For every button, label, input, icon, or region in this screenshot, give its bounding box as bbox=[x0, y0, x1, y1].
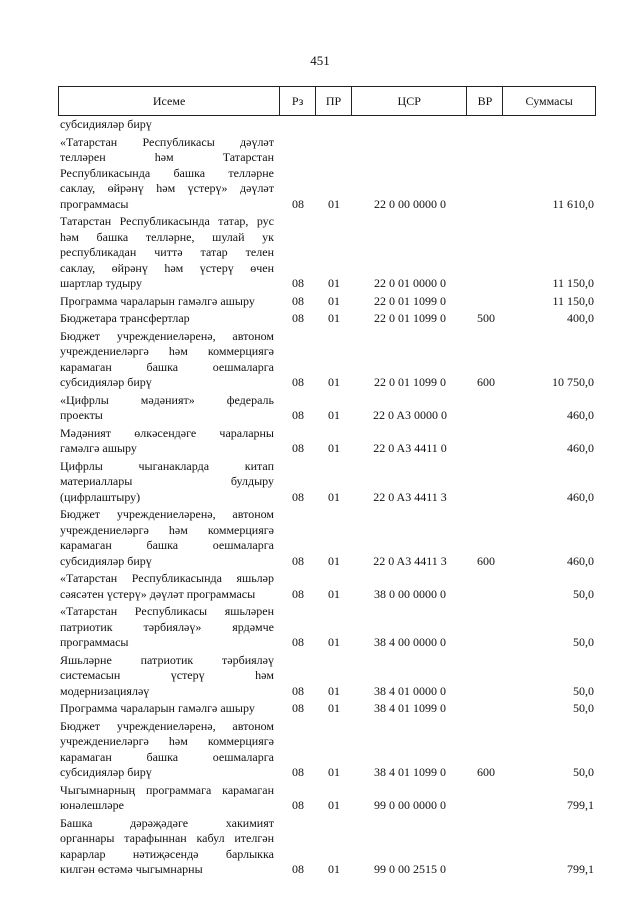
row-pr: 01 bbox=[328, 553, 340, 568]
row-name-line: Республикасында башка телләрне bbox=[60, 165, 274, 180]
row-sum: 50,0 bbox=[573, 586, 594, 601]
row-name-line: карарлар нәтиҗәсендә барлыкка bbox=[60, 846, 274, 861]
row-rz: 08 bbox=[292, 862, 304, 876]
row-name-line: карамаган башка оешмаларга bbox=[60, 749, 274, 764]
table-row bbox=[58, 393, 596, 424]
row-csr: 22 0 00 0000 0 bbox=[374, 196, 446, 211]
row-vr: 600 bbox=[477, 765, 495, 779]
row-name bbox=[58, 459, 280, 506]
row-csr: 99 0 00 2515 0 bbox=[374, 862, 446, 876]
row-csr: 22 0 A3 4411 3 bbox=[373, 489, 447, 504]
table-row bbox=[58, 507, 596, 569]
row-sum: 11 610,0 bbox=[552, 196, 594, 211]
row-name-line: Татарстан Республикасында татар, рус bbox=[60, 214, 274, 228]
row-csr: 22 0 A3 4411 0 bbox=[373, 441, 447, 455]
row-name-line: карамаган башка оешмаларга bbox=[60, 538, 274, 552]
row-rz: 08 bbox=[292, 765, 304, 779]
table-row bbox=[58, 571, 596, 602]
row-name bbox=[58, 329, 280, 391]
row-sum: 50,0 bbox=[573, 701, 594, 715]
row-sum: 400,0 bbox=[567, 311, 594, 325]
row-sum: 50,0 bbox=[573, 635, 594, 649]
table-row bbox=[58, 214, 596, 292]
row-rz: 08 bbox=[292, 553, 304, 568]
row-csr: 38 4 01 0000 0 bbox=[374, 683, 446, 698]
row-name bbox=[58, 214, 280, 292]
row-sum: 460,0 bbox=[567, 489, 594, 504]
row-name-line: Бюджет учреждениеләренә, автоном bbox=[60, 328, 274, 343]
table-row bbox=[58, 135, 596, 213]
row-name-line: программасы bbox=[60, 196, 129, 211]
row-name-line: патриотик тәрбияләү» ярдәмче bbox=[60, 619, 274, 634]
row-sum: 799,1 bbox=[567, 798, 594, 812]
row-name bbox=[58, 135, 280, 213]
row-pr: 01 bbox=[328, 765, 340, 779]
row-name-line: республикадан читтә татар телен bbox=[60, 245, 274, 259]
row-name-line: (цифрлаштыру) bbox=[60, 489, 141, 504]
row-name-line: Башка дәрәҗәдәге хакимият bbox=[60, 815, 274, 830]
table-header bbox=[58, 86, 596, 116]
row-csr: 22 0 A3 4411 3 bbox=[373, 553, 447, 568]
row-name-line: проекты bbox=[60, 408, 103, 422]
row-name-line: «Татарстан Республикасы дәүләт bbox=[60, 134, 274, 149]
row-vr: 600 bbox=[477, 553, 495, 568]
row-name-line: субсидияләр бирү bbox=[60, 117, 152, 131]
row-name-line: системасын үстерү һәм bbox=[60, 668, 274, 682]
row-pr: 01 bbox=[328, 311, 340, 325]
row-name-line: материаллары булдыру bbox=[60, 474, 274, 488]
row-name-line: килгән өстәмә чыгымнарны bbox=[60, 862, 203, 876]
row-name bbox=[58, 507, 280, 569]
row-pr: 01 bbox=[328, 408, 340, 422]
row-rz: 08 bbox=[292, 408, 304, 422]
row-csr: 22 0 01 1099 0 bbox=[374, 293, 446, 308]
row-csr: 38 0 00 0000 0 bbox=[374, 586, 446, 601]
row-pr: 01 bbox=[328, 375, 340, 389]
table-row bbox=[58, 653, 596, 700]
row-name-line: Программа чараларын гамәлгә ашыру bbox=[60, 293, 255, 308]
row-csr: 38 4 01 1099 0 bbox=[374, 701, 446, 715]
row-rz: 08 bbox=[292, 293, 304, 308]
row-pr: 01 bbox=[328, 441, 340, 455]
table-row bbox=[58, 701, 596, 717]
row-name-line: Бюджет учреждениеләренә, автоном bbox=[60, 718, 274, 733]
header-vr: ВР bbox=[467, 87, 503, 115]
row-name-line: субсидияләр бирү bbox=[60, 765, 152, 779]
row-name-line: Программа чараларын гамәлгә ашыру bbox=[60, 701, 255, 715]
table-row bbox=[58, 294, 596, 310]
row-sum: 50,0 bbox=[573, 765, 594, 779]
row-name-line: «Татарстан Республикасы яшьләрен bbox=[60, 604, 274, 618]
row-pr: 01 bbox=[328, 293, 340, 308]
row-name-line: «Татарстан Республикасында яшьләр bbox=[60, 571, 274, 585]
row-name-line: учреждениеләргә һәм коммерциягә bbox=[60, 344, 274, 358]
row-name bbox=[58, 701, 280, 717]
row-rz: 08 bbox=[292, 196, 304, 211]
header-name: Исеме bbox=[59, 87, 280, 115]
table-row bbox=[58, 311, 596, 327]
table-row bbox=[58, 719, 596, 781]
row-name-line: карамаган башка оешмаларга bbox=[60, 359, 274, 374]
header-pr: ПР bbox=[316, 87, 352, 115]
row-csr: 22 0 01 1099 0 bbox=[374, 375, 446, 389]
row-name bbox=[58, 604, 280, 651]
row-csr: 22 0 A3 0000 0 bbox=[372, 408, 447, 422]
row-name-line: һәм башка телләрне, шулай ук bbox=[60, 229, 274, 244]
row-rz: 08 bbox=[292, 683, 304, 698]
row-sum: 460,0 bbox=[567, 553, 594, 568]
row-name-line: субсидияләр бирү bbox=[60, 553, 152, 568]
row-name-line: учреждениеләргә һәм коммерциягә bbox=[60, 734, 274, 748]
row-sum: 11 150,0 bbox=[552, 276, 594, 290]
row-name-line: программасы bbox=[60, 635, 129, 649]
page-number: 451 bbox=[310, 53, 330, 68]
row-pr: 01 bbox=[328, 635, 340, 649]
row-csr: 22 0 01 0000 0 bbox=[374, 276, 446, 290]
row-name bbox=[58, 571, 280, 602]
row-vr: 500 bbox=[477, 311, 495, 325]
budget-table bbox=[58, 86, 596, 880]
row-name-line: саклау, өйрәнү һәм үстерү өчен bbox=[60, 260, 274, 275]
row-name-line: Цифрлы чыганакларда китап bbox=[60, 458, 274, 473]
row-name-line: телләрен һәм Татарстан bbox=[60, 150, 274, 164]
row-name bbox=[58, 783, 280, 814]
table-row bbox=[58, 426, 596, 457]
row-pr: 01 bbox=[328, 489, 340, 504]
row-name-line: Яшьләрне патриотик тәрбияләү bbox=[60, 652, 274, 667]
row-sum: 460,0 bbox=[567, 441, 594, 455]
row-name-line: модернизацияләү bbox=[60, 683, 150, 698]
row-name bbox=[58, 426, 280, 457]
table-row bbox=[58, 329, 596, 391]
table-row bbox=[58, 604, 596, 651]
row-csr: 38 4 01 1099 0 bbox=[374, 765, 446, 779]
row-name-line: «Цифрлы мәдәният» федераль bbox=[60, 392, 274, 407]
row-rz: 08 bbox=[292, 375, 304, 389]
row-name-line: шартлар тудыру bbox=[60, 276, 143, 290]
row-sum: 460,0 bbox=[567, 408, 594, 422]
row-sum: 50,0 bbox=[573, 683, 594, 698]
row-pr: 01 bbox=[328, 798, 340, 812]
row-name-line: Бюджетара трансфертлар bbox=[60, 311, 190, 325]
row-csr: 99 0 00 0000 0 bbox=[374, 798, 446, 812]
row-pr: 01 bbox=[328, 276, 340, 290]
row-pr: 01 bbox=[328, 701, 340, 715]
row-csr: 22 0 01 1099 0 bbox=[374, 311, 446, 325]
row-pr: 01 bbox=[328, 586, 340, 601]
row-name-line: саклау, өйрәнү һәм үстерү» дәүләт bbox=[60, 181, 274, 195]
row-name-line: учреждениеләргә һәм коммерциягә bbox=[60, 522, 274, 537]
table-body bbox=[58, 116, 596, 878]
row-pr: 01 bbox=[328, 862, 340, 876]
row-name bbox=[58, 816, 280, 878]
row-rz: 08 bbox=[292, 701, 304, 715]
header-csr: ЦСР bbox=[352, 87, 468, 115]
row-name-line: субсидияләр бирү bbox=[60, 375, 152, 389]
row-rz: 08 bbox=[292, 441, 304, 455]
row-rz: 08 bbox=[292, 798, 304, 812]
row-name-line: сәясәтен үстерү» дәүләт программасы bbox=[60, 586, 256, 601]
row-name-line: Мәдәният өлкәсендәге чараларны bbox=[60, 425, 274, 440]
row-name-line: Бюджет учреждениеләренә, автоном bbox=[60, 507, 274, 521]
row-pr: 01 bbox=[328, 683, 340, 698]
row-rz: 08 bbox=[292, 489, 304, 504]
row-name bbox=[58, 719, 280, 781]
header-sum: Суммасы bbox=[525, 93, 573, 108]
row-name bbox=[58, 294, 280, 310]
row-name bbox=[58, 393, 280, 424]
table-row bbox=[58, 117, 596, 133]
row-name-line: Чыгымнарның программага карамаган bbox=[60, 782, 274, 797]
table-row bbox=[58, 783, 596, 814]
row-name-line: гамәлгә ашыру bbox=[60, 441, 137, 455]
header-rz: Рз bbox=[280, 87, 316, 115]
row-name bbox=[58, 311, 280, 327]
row-csr: 38 4 00 0000 0 bbox=[374, 635, 446, 649]
row-pr: 01 bbox=[328, 196, 340, 211]
row-rz: 08 bbox=[292, 586, 304, 601]
row-sum: 799,1 bbox=[567, 862, 594, 876]
row-rz: 08 bbox=[292, 276, 304, 290]
row-sum: 11 150,0 bbox=[552, 293, 594, 308]
row-sum: 10 750,0 bbox=[552, 375, 594, 389]
row-vr: 600 bbox=[477, 375, 495, 389]
row-rz: 08 bbox=[292, 635, 304, 649]
row-rz: 08 bbox=[292, 311, 304, 325]
table-row bbox=[58, 459, 596, 506]
row-name bbox=[58, 653, 280, 700]
row-name-line: юнәлешләре bbox=[60, 798, 124, 812]
table-row bbox=[58, 816, 596, 878]
row-name bbox=[58, 117, 280, 133]
row-name-line: органнары тарафыннан кабул ителгән bbox=[60, 831, 274, 845]
